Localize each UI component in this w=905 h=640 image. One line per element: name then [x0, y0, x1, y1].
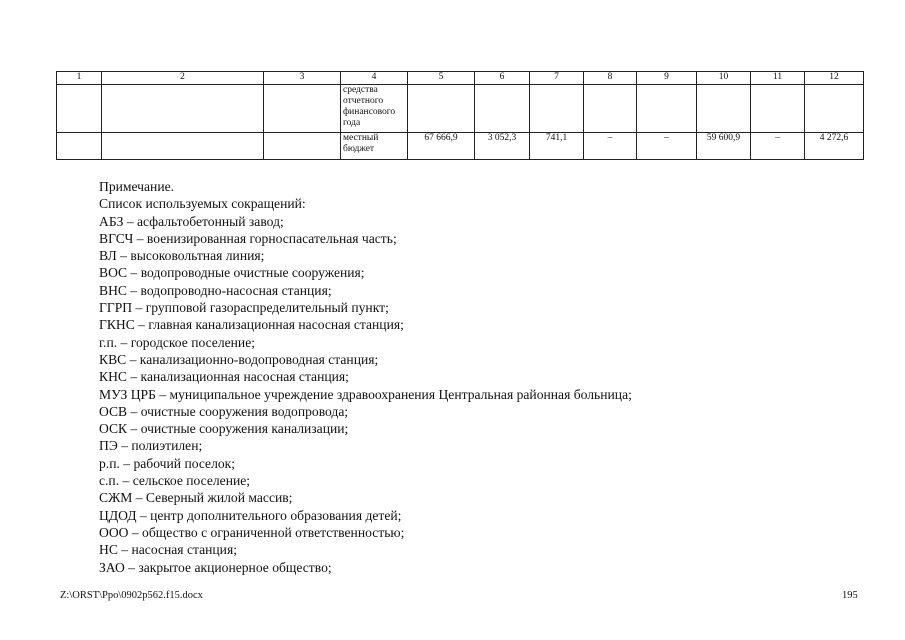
table-header-row	[57, 72, 864, 85]
note-subtitle: Список используемых сокращений:	[99, 196, 306, 212]
document-path: Z:\ORST\Ppo\0902p562.f15.docx	[60, 590, 203, 601]
abbreviation-item: г.п. – городское поселение;	[99, 334, 256, 350]
value-cell: 67 666,9	[408, 133, 475, 160]
abbreviation-item: ВГСЧ – военизированная горноспасательная часть;	[99, 230, 397, 246]
table-cell	[57, 133, 102, 160]
table-cell	[475, 85, 530, 133]
column-number: 12	[805, 72, 864, 85]
column-number: 7	[530, 72, 584, 85]
value-cell: 3 052,3	[475, 133, 530, 160]
column-number: 1	[57, 72, 102, 85]
column-number: 2	[102, 72, 264, 85]
abbreviation-item: КВС – канализационно-водопроводная станция;	[99, 351, 379, 367]
table-row	[57, 133, 864, 160]
abbreviation-item: МУЗ ЦРБ – муниципальное учреждение здравоохранения Центральная районная больница;	[99, 386, 632, 402]
table-cell	[102, 85, 264, 133]
value-cell: –	[751, 133, 805, 160]
column-number: 8	[584, 72, 637, 85]
table-cell	[264, 133, 341, 160]
abbreviation-item: ГКНС – главная канализационная насосная станция;	[99, 317, 404, 333]
table-cell	[584, 85, 637, 133]
column-number: 5	[408, 72, 475, 85]
column-number: 10	[697, 72, 751, 85]
table-cell	[408, 85, 475, 133]
abbreviation-item: ОСК – очистные сооружения канализации;	[99, 421, 349, 437]
table-cell	[805, 85, 864, 133]
funding-source-cell: местный бюджет	[341, 133, 408, 160]
abbreviation-item: ВЛ – высоковольтная линия;	[99, 248, 265, 264]
abbreviation-item: ГГРП – групповой газораспределительный пункт;	[99, 300, 389, 316]
table-cell	[751, 85, 805, 133]
budget-table	[56, 71, 864, 160]
abbreviation-item: ПЭ – полиэтилен;	[99, 438, 203, 454]
value-cell: 741,1	[530, 133, 584, 160]
table-cell	[264, 85, 341, 133]
abbreviation-item: ЦДОД – центр дополнительного образования детей;	[99, 507, 402, 523]
column-number: 6	[475, 72, 530, 85]
value-cell: –	[637, 133, 697, 160]
abbreviation-item: ЗАО – закрытое акционерное общество;	[99, 559, 332, 575]
abbreviation-item: АБЗ – асфальтобетонный завод;	[99, 213, 284, 229]
table-row	[57, 85, 864, 133]
column-number: 4	[341, 72, 408, 85]
abbreviation-item: ВОС – водопроводные очистные сооружения;	[99, 265, 365, 281]
column-number: 11	[751, 72, 805, 85]
page-number: 195	[842, 590, 858, 601]
abbreviation-item: ОСВ – очистные сооружения водопровода;	[99, 403, 349, 419]
value-cell: 4 272,6	[805, 133, 864, 160]
abbreviation-item: ВНС – водопроводно-насосная станция;	[99, 282, 332, 298]
abbreviation-item: р.п. – рабочий поселок;	[99, 455, 236, 471]
value-cell: –	[584, 133, 637, 160]
funding-source-cell: средства отчетного финансового года	[341, 85, 408, 133]
column-number: 9	[637, 72, 697, 85]
table-cell	[637, 85, 697, 133]
table-cell	[102, 133, 264, 160]
column-number: 3	[264, 72, 341, 85]
abbreviation-item: СЖМ – Северный жилой массив;	[99, 490, 293, 506]
table-cell	[57, 85, 102, 133]
abbreviation-item: с.п. – сельское поселение;	[99, 473, 251, 489]
abbreviations-note	[99, 178, 859, 576]
note-title: Примечание.	[99, 179, 175, 194]
table-cell	[530, 85, 584, 133]
abbreviation-item: КНС – канализационная насосная станция;	[99, 369, 349, 385]
table-cell	[697, 85, 751, 133]
value-cell: 59 600,9	[697, 133, 751, 160]
abbreviation-item: НС – насосная станция;	[99, 542, 237, 558]
abbreviation-item: ООО – общество с ограниченной ответственностью;	[99, 524, 405, 540]
